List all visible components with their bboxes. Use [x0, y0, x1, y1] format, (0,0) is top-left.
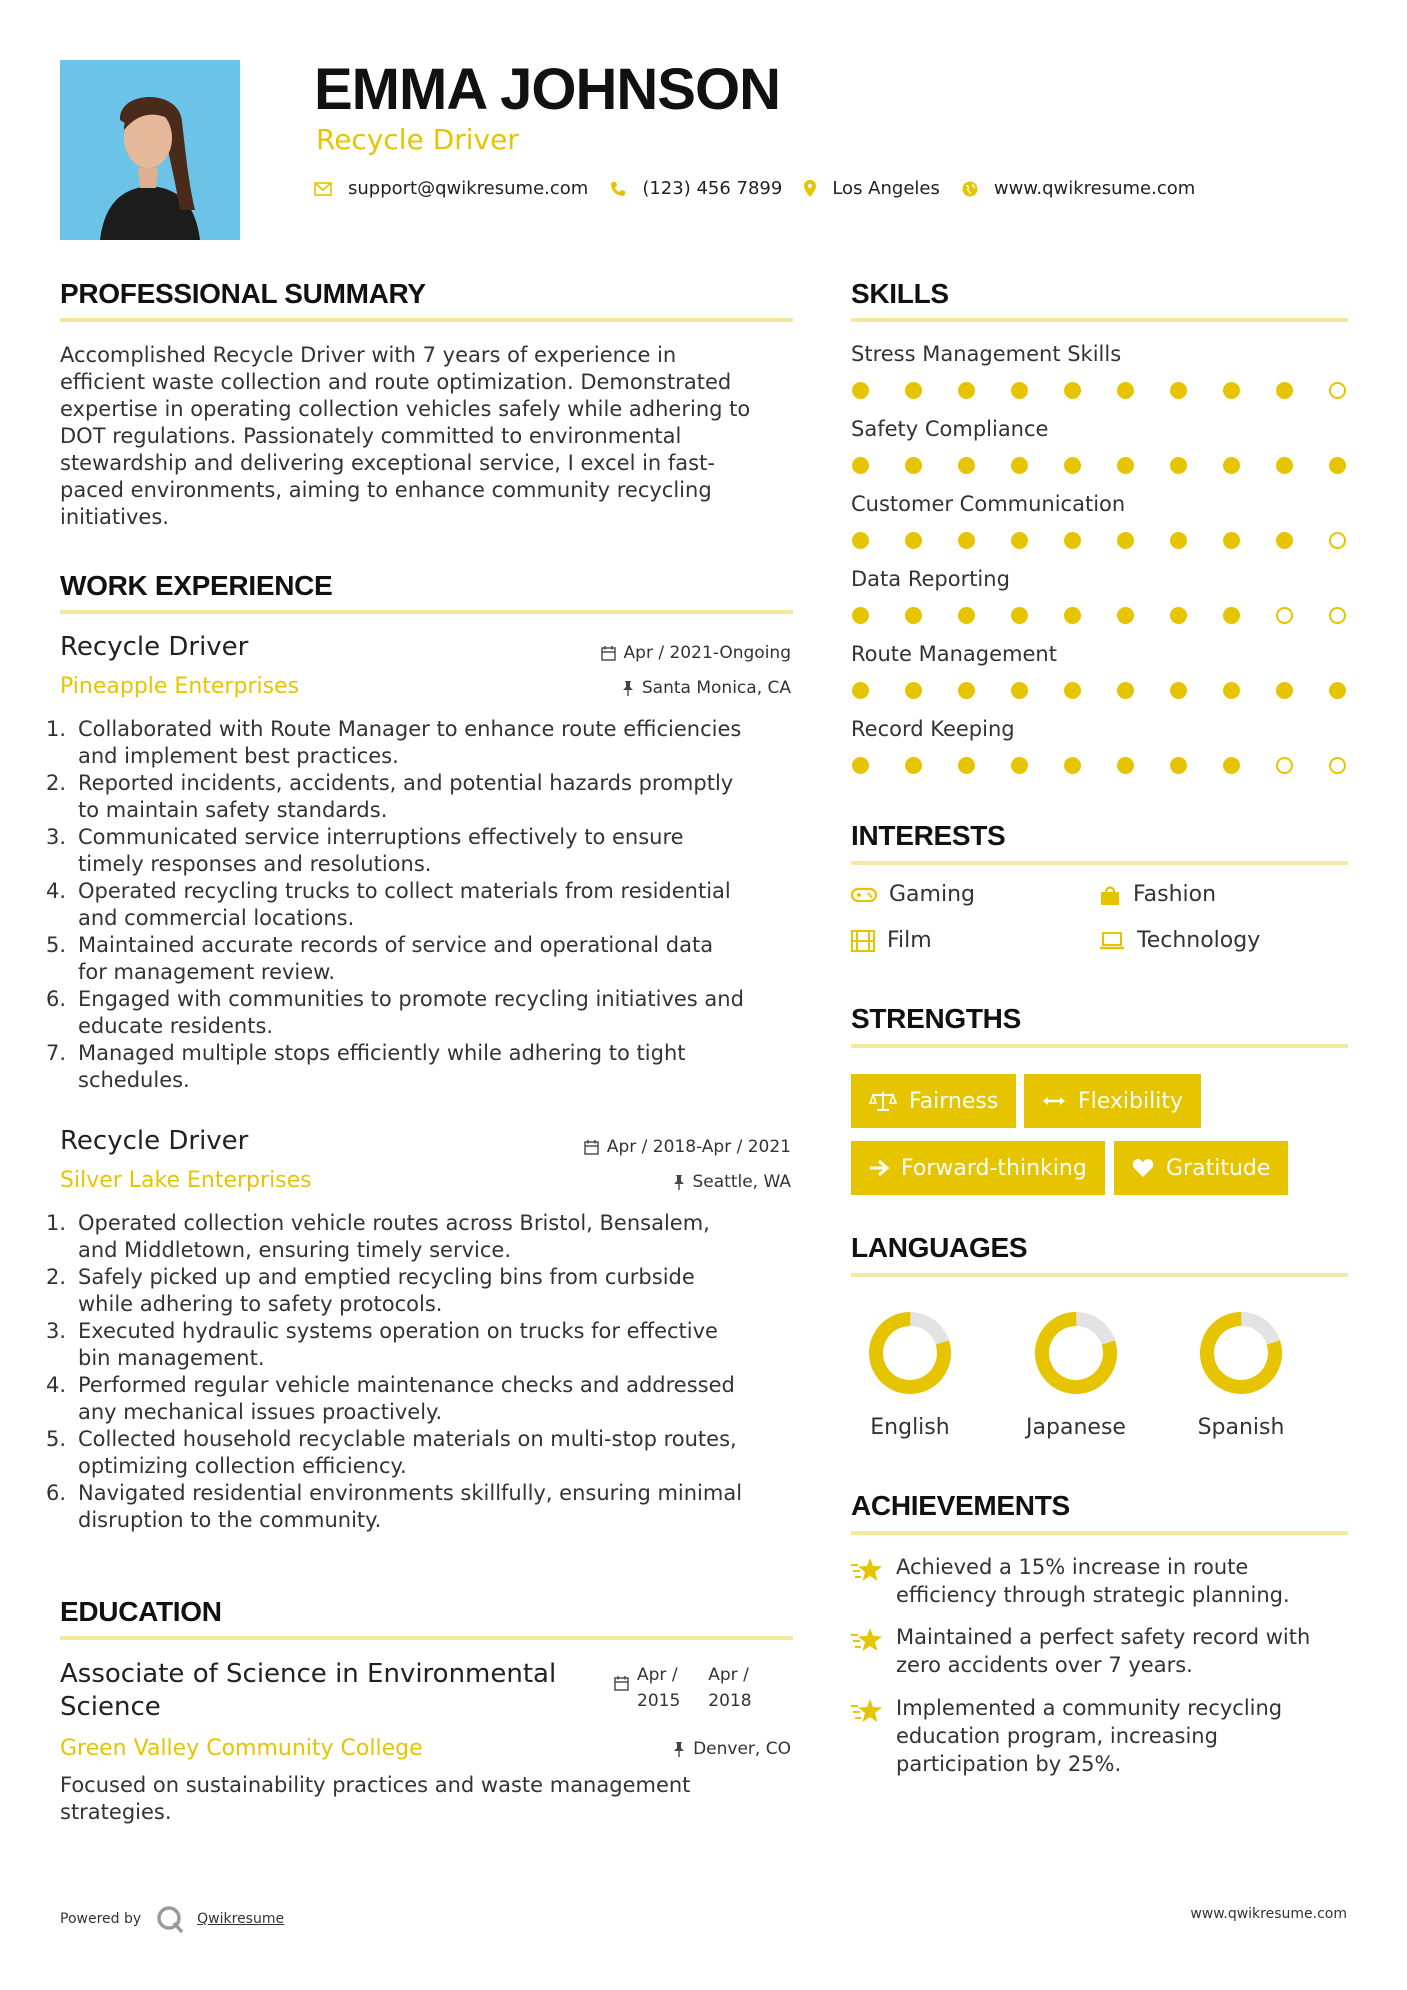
location-text: Los Angeles [832, 178, 940, 199]
skill-rating [852, 757, 1346, 774]
rating-dot-empty [1329, 382, 1346, 399]
language-donut [1016, 1308, 1136, 1402]
degree-line: Science [60, 1692, 161, 1722]
list-item: 5. Maintained accurate records of service and operational data for management review. [46, 933, 714, 984]
skill-name: Safety Compliance [851, 417, 1049, 441]
strength-gratitude [1114, 1141, 1288, 1195]
gamepad-icon [851, 887, 877, 903]
education-dates [614, 1662, 752, 1714]
summary-line: efficient waste collection and route optimization. Demonstrated [60, 370, 732, 394]
rating-dot-filled [958, 457, 975, 474]
rating-dot-filled [1223, 457, 1240, 474]
rating-dot-filled [852, 382, 869, 399]
job-location-text: Seattle, WA [692, 1172, 791, 1192]
rating-dot-filled [1329, 682, 1346, 699]
strength-label: Forward-thinking [901, 1155, 1087, 1181]
rating-dot-filled [852, 532, 869, 549]
languages-rule [851, 1273, 1348, 1277]
candidate-role: Recycle Driver [316, 123, 519, 156]
list-item: 5. Collected household recyclable materials on multi-stop routes, optimizing collection efficiency. [46, 1427, 737, 1478]
rating-dot-filled [1117, 532, 1134, 549]
rating-dot-filled [1011, 757, 1028, 774]
list-item: 2. Reported incidents, accidents, and potential hazards promptly to maintain safety standards. [46, 771, 734, 822]
interest-label: Fashion [1133, 882, 1217, 907]
education-description: Focused on sustainability practices and waste management strategies. [60, 1773, 691, 1824]
rating-dot-filled [958, 607, 975, 624]
rating-dot-filled [1276, 532, 1293, 549]
star-achievement-icon [851, 1627, 883, 1657]
rating-dot-filled [852, 607, 869, 624]
contact-location [804, 178, 940, 199]
arrows-horizontal-icon [1042, 1095, 1066, 1107]
rating-dot-filled [1223, 532, 1240, 549]
contact-phone[interactable] [610, 178, 782, 199]
list-item: 4. Performed regular vehicle maintenance checks and addressed any mechanical issues proactively. [46, 1373, 735, 1424]
map-pin-icon [804, 180, 816, 197]
pushpin-icon [673, 1175, 685, 1190]
summary-line: paced environments, aiming to enhance community recycling [60, 478, 712, 502]
list-item: 4. Operated recycling trucks to collect materials from residential and commercial locations. [46, 879, 731, 930]
job-location-text: Santa Monica, CA [641, 678, 791, 698]
rating-dot-filled [1064, 382, 1081, 399]
achievements-heading: ACHIEVEMENTS [851, 1490, 1070, 1521]
rating-dot-filled [1223, 607, 1240, 624]
rating-dot-filled [1170, 457, 1187, 474]
rating-dot-filled [1064, 532, 1081, 549]
rating-dot-filled [852, 457, 869, 474]
skill-name: Record Keeping [851, 717, 1015, 741]
rating-dot-filled [905, 457, 922, 474]
interest-label: Technology [1137, 928, 1261, 953]
rating-dot-filled [1170, 382, 1187, 399]
star-achievement-icon [851, 1557, 883, 1587]
arrow-right-icon [869, 1159, 889, 1177]
language-donut [850, 1308, 970, 1402]
skills-heading: SKILLS [851, 278, 949, 309]
rating-dot-empty [1329, 757, 1346, 774]
skill-rating [852, 382, 1346, 399]
achievement-text: Achieved a 15% increase in route efficiency through strategic planning. [896, 1555, 1290, 1607]
rating-dot-filled [1170, 607, 1187, 624]
job-dates-text: Apr / 2018-Apr / 2021 [606, 1137, 791, 1157]
interest-technology [1099, 928, 1260, 953]
laptop-icon [1099, 932, 1125, 950]
skill-rating [852, 607, 1346, 624]
film-icon [851, 930, 875, 952]
strength-label: Fairness [909, 1088, 999, 1114]
rating-dot-filled [1011, 532, 1028, 549]
job-location [673, 1172, 792, 1192]
language-label: Japanese [1026, 1415, 1126, 1440]
rating-dot-filled [1064, 607, 1081, 624]
language-label: English [870, 1415, 950, 1440]
globe-icon [962, 181, 978, 197]
rating-dot-filled [905, 532, 922, 549]
rating-dot-filled [1117, 457, 1134, 474]
skill-name: Data Reporting [851, 567, 1010, 591]
phone-icon [610, 181, 626, 197]
rating-dot-filled [1276, 382, 1293, 399]
rating-dot-filled [1223, 682, 1240, 699]
donut-fill [867, 1310, 953, 1396]
rating-dot-filled [1117, 607, 1134, 624]
skills-rule [851, 318, 1348, 322]
strength-flexibility [1024, 1074, 1201, 1128]
interest-gaming [851, 882, 975, 907]
footer-site[interactable]: www.qwikresume.com [1190, 1906, 1347, 1922]
skill-name: Route Management [851, 642, 1057, 666]
rating-dot-filled [1170, 757, 1187, 774]
list-item: 1. Collaborated with Route Manager to enhance route efficiencies and implement best practices. [46, 717, 742, 768]
website-text: www.qwikresume.com [993, 178, 1196, 199]
candidate-name: EMMA JOHNSON [314, 57, 780, 122]
heart-icon [1132, 1158, 1154, 1178]
footer-powered-by [60, 1904, 284, 1934]
job-title: Recycle Driver [60, 1126, 249, 1156]
education-rule [60, 1636, 793, 1640]
skill-name: Stress Management Skills [851, 342, 1122, 366]
skill-rating [852, 682, 1346, 699]
language-donut [1181, 1308, 1301, 1402]
skill-rating [852, 457, 1346, 474]
rating-dot-filled [1064, 457, 1081, 474]
achievement-text: Maintained a perfect safety record with zero accidents over 7 years. [896, 1625, 1311, 1677]
skill-rating [852, 532, 1346, 549]
list-item: 1. Operated collection vehicle routes across Bristol, Bensalem, and Middletown, ensuring timely service. [46, 1211, 710, 1262]
language-label: Spanish [1197, 1415, 1285, 1440]
list-item: 2. Safely picked up and emptied recycling bins from curbside while adhering to safety protocols. [46, 1265, 695, 1316]
rating-dot-filled [1329, 457, 1346, 474]
rating-dot-filled [1011, 457, 1028, 474]
education-heading: EDUCATION [60, 1596, 222, 1627]
summary-line: DOT regulations. Passionately committed to environmental [60, 424, 682, 448]
interest-fashion [1099, 882, 1216, 907]
job-dates [601, 643, 791, 663]
rating-dot-filled [1223, 382, 1240, 399]
shopping-bag-icon [1099, 884, 1121, 906]
rating-dot-filled [905, 682, 922, 699]
summary-text [60, 342, 800, 531]
interest-label: Film [887, 928, 932, 953]
experience-heading: WORK EXPERIENCE [60, 570, 333, 601]
job-location [622, 678, 791, 698]
rating-dot-filled [1117, 382, 1134, 399]
profile-photo [60, 60, 240, 240]
summary-heading: PROFESSIONAL SUMMARY [60, 278, 426, 309]
contact-website[interactable] [962, 178, 1195, 199]
rating-dot-filled [1276, 457, 1293, 474]
interest-label: Gaming [889, 882, 975, 907]
pushpin-icon [673, 1742, 685, 1757]
summary-rule [60, 318, 793, 322]
star-achievement-icon [851, 1698, 883, 1728]
rating-dot-filled [1170, 532, 1187, 549]
rating-dot-filled [1011, 607, 1028, 624]
rating-dot-filled [1170, 682, 1187, 699]
job-1-responsibilities [46, 716, 820, 1094]
rating-dot-filled [1276, 682, 1293, 699]
list-item: 6. Navigated residential environments skillfully, ensuring minimal disruption to the community. [46, 1481, 743, 1532]
list-item: 3. Communicated service interruptions effectively to ensure timely responses and resolutions. [46, 825, 684, 876]
rating-dot-filled [1117, 757, 1134, 774]
rating-dot-filled [1223, 757, 1240, 774]
interest-film [851, 928, 932, 953]
skill-name: Customer Communication [851, 492, 1126, 516]
strengths-heading: STRENGTHS [851, 1003, 1021, 1034]
pushpin-icon [622, 681, 634, 696]
strength-fairness [851, 1074, 1016, 1128]
donut-fill [1198, 1310, 1284, 1396]
summary-line: initiatives. [60, 505, 169, 529]
list-item: 3. Executed hydraulic systems operation on trucks for effective bin management. [46, 1319, 718, 1370]
job-2-responsibilities [46, 1210, 820, 1534]
rating-dot-filled [905, 757, 922, 774]
rating-dot-filled [852, 682, 869, 699]
degree-line: Associate of Science in Environmental [60, 1659, 557, 1689]
education-location [673, 1739, 791, 1759]
rating-dot-filled [958, 682, 975, 699]
list-item: 6. Engaged with communities to promote recycling initiatives and educate residents. [46, 987, 744, 1038]
rating-dot-empty [1276, 607, 1293, 624]
degree-title [60, 1658, 556, 1724]
contact-email[interactable] [314, 178, 588, 199]
strength-label: Gratitude [1166, 1155, 1271, 1181]
interests-heading: INTERESTS [851, 820, 1006, 851]
job-company: Silver Lake Enterprises [60, 1168, 312, 1193]
rating-dot-filled [1011, 682, 1028, 699]
rating-dot-empty [1329, 532, 1346, 549]
rating-dot-filled [958, 382, 975, 399]
rating-dot-filled [1064, 682, 1081, 699]
email-text: support@qwikresume.com [348, 178, 589, 199]
rating-dot-filled [958, 532, 975, 549]
rating-dot-filled [1011, 382, 1028, 399]
interests-rule [851, 861, 1348, 865]
powered-by-text: Powered by [60, 1911, 142, 1927]
job-title: Recycle Driver [60, 632, 249, 662]
qwikresume-logo-icon [155, 1904, 185, 1934]
experience-rule [60, 610, 793, 614]
rating-dot-filled [1117, 682, 1134, 699]
calendar-icon [614, 1676, 629, 1691]
education-location-text: Denver, CO [693, 1739, 791, 1759]
strength-forward-thinking [851, 1141, 1105, 1195]
rating-dot-empty [1329, 607, 1346, 624]
balance-scale-icon [869, 1090, 897, 1112]
rating-dot-filled [852, 757, 869, 774]
languages-heading: LANGUAGES [851, 1232, 1028, 1263]
education-start: Apr / 2015 [637, 1665, 681, 1711]
phone-text: (123) 456 7899 [642, 178, 783, 199]
rating-dot-filled [905, 607, 922, 624]
school-name: Green Valley Community College [60, 1736, 423, 1761]
qwikresume-link[interactable]: Qwikresume [197, 1911, 285, 1927]
strengths-rule [851, 1044, 1348, 1048]
achievement-text: Implemented a community recycling education program, increasing participation by 25%. [896, 1696, 1283, 1776]
summary-line: expertise in operating collection vehicles safely while adhering to [60, 397, 751, 421]
rating-dot-filled [1064, 757, 1081, 774]
job-dates [584, 1137, 791, 1157]
rating-dot-empty [1276, 757, 1293, 774]
list-item: 7. Managed multiple stops efficiently while adhering to tight schedules. [46, 1041, 686, 1092]
education-end: Apr / 2018 [708, 1665, 752, 1711]
summary-line: Accomplished Recycle Driver with 7 years of experience in [60, 343, 677, 367]
summary-line: stewardship and delivering exceptional service, I excel in fast- [60, 451, 715, 475]
envelope-icon [314, 182, 332, 196]
donut-fill [1033, 1310, 1119, 1396]
job-company: Pineapple Enterprises [60, 674, 300, 699]
achievements-rule [851, 1531, 1348, 1535]
calendar-icon [584, 1140, 599, 1155]
strength-label: Flexibility [1078, 1088, 1183, 1114]
rating-dot-filled [958, 757, 975, 774]
job-dates-text: Apr / 2021-Ongoing [623, 643, 791, 663]
calendar-icon [601, 646, 616, 661]
contact-bar [314, 178, 1217, 199]
rating-dot-filled [905, 382, 922, 399]
